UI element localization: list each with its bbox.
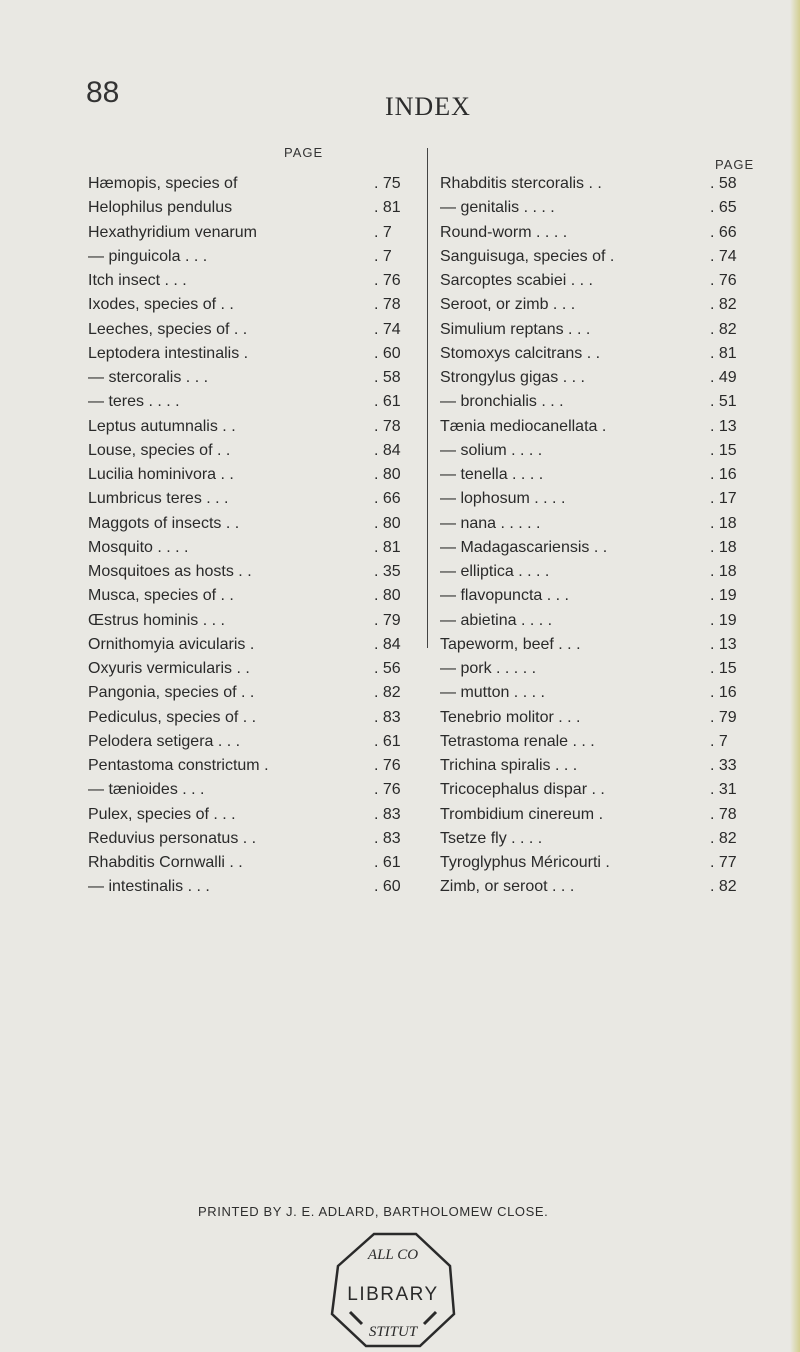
index-page-ref: . 65 xyxy=(710,199,737,217)
index-entry xyxy=(440,318,756,342)
index-entry xyxy=(88,221,418,245)
index-page-ref: . 66 xyxy=(710,223,737,241)
index-page-ref: . 83 xyxy=(374,805,401,823)
index-entry xyxy=(440,536,756,560)
index-entry xyxy=(440,851,756,875)
index-page-ref: . 7 xyxy=(374,247,392,265)
index-entry xyxy=(440,342,756,366)
index-page-ref: . 51 xyxy=(710,393,737,411)
index-term: Leeches, species of . . xyxy=(88,320,248,338)
index-entry xyxy=(440,366,756,390)
index-term: — pinguicola . . . xyxy=(88,247,208,265)
printer-imprint: PRINTED BY J. E. ADLARD, BARTHOLOMEW CLOSE. xyxy=(198,1204,549,1219)
index-term: Trombidium cinereum . xyxy=(440,805,604,823)
index-page-ref: . 61 xyxy=(374,393,401,411)
index-entry xyxy=(440,706,756,730)
index-page-ref: . 60 xyxy=(374,344,401,362)
index-term: Pediculus, species of . . xyxy=(88,708,257,726)
index-term: Seroot, or zimb . . . xyxy=(440,296,576,314)
index-entry xyxy=(88,415,418,439)
index-term: Sarcoptes scabiei . . . xyxy=(440,272,593,290)
index-term: — elliptica . . . . xyxy=(440,563,550,581)
index-entry xyxy=(88,390,418,414)
index-term: Ixodes, species of . . xyxy=(88,296,234,314)
index-term: Reduvius personatus . . xyxy=(88,829,257,847)
column-divider xyxy=(427,148,428,648)
index-page-ref: . 18 xyxy=(710,514,737,532)
index-page-ref: . 16 xyxy=(710,466,737,484)
index-page-ref: . 78 xyxy=(710,805,737,823)
index-term: Round-worm . . . . xyxy=(440,223,568,241)
index-page-ref: . 35 xyxy=(374,563,401,581)
index-page-ref: . 33 xyxy=(710,757,737,775)
index-term: Maggots of insects . . xyxy=(88,514,240,532)
index-term: Hæmopis, species of xyxy=(88,175,238,193)
index-entry xyxy=(88,706,418,730)
index-term: Tricocephalus dispar . . xyxy=(440,781,605,799)
index-entry xyxy=(88,536,418,560)
index-entry xyxy=(440,390,756,414)
index-term: — lophosum . . . . xyxy=(440,490,566,508)
index-entry xyxy=(88,609,418,633)
index-entry xyxy=(440,633,756,657)
index-page-ref: . 84 xyxy=(374,635,401,653)
index-entry xyxy=(88,875,418,899)
stamp-top-text: ALL CO xyxy=(367,1247,419,1263)
index-term: — tenella . . . . xyxy=(440,466,544,484)
index-entry xyxy=(440,657,756,681)
index-page-ref: . 82 xyxy=(710,320,737,338)
index-entry xyxy=(88,633,418,657)
index-entry xyxy=(88,463,418,487)
index-entry xyxy=(440,560,756,584)
index-term: Louse, species of . . xyxy=(88,441,231,459)
index-term: Mosquitoes as hosts . . xyxy=(88,563,252,581)
index-page-ref: . 49 xyxy=(710,369,737,387)
page-edge-shadow xyxy=(790,0,800,1352)
page-title: INDEX xyxy=(385,92,471,121)
stamp-bottom-text: STITUT xyxy=(368,1324,418,1340)
stamp-ornament-left xyxy=(350,1312,362,1324)
index-page-ref: . 76 xyxy=(374,781,401,799)
index-page-ref: . 76 xyxy=(710,272,737,290)
index-page-ref: . 79 xyxy=(710,708,737,726)
index-page-ref: . 78 xyxy=(374,296,401,314)
index-page-ref: . 80 xyxy=(374,587,401,605)
index-entry xyxy=(88,293,418,317)
index-page-ref: . 81 xyxy=(710,344,737,362)
index-page-ref: . 84 xyxy=(374,441,401,459)
index-term: Ornithomyia avicularis . xyxy=(88,635,255,653)
index-entry xyxy=(440,172,756,196)
index-term: — bronchialis . . . xyxy=(440,393,564,411)
index-term: Tænia mediocanellata . xyxy=(440,417,607,435)
index-entries-left xyxy=(88,172,418,900)
index-term: Trichina spiralis . . . xyxy=(440,757,578,775)
index-page-ref: . 16 xyxy=(710,684,737,702)
index-page-ref: . 66 xyxy=(374,490,401,508)
index-term: Tenebrio molitor . . . xyxy=(440,708,581,726)
index-term: — abietina . . . . xyxy=(440,611,553,629)
index-term: Œstrus hominis . . . xyxy=(88,611,225,629)
index-entry xyxy=(88,681,418,705)
index-term: — nana . . . . . xyxy=(440,514,541,532)
index-term: — mutton . . . . xyxy=(440,684,545,702)
index-entry xyxy=(88,827,418,851)
index-term: Tyroglyphus Méricourti . xyxy=(440,854,610,872)
index-page-ref: . 58 xyxy=(374,369,401,387)
index-entry xyxy=(88,439,418,463)
index-entry xyxy=(440,415,756,439)
index-term: Pentastoma constrictum . xyxy=(88,757,269,775)
index-entry xyxy=(440,487,756,511)
index-entry xyxy=(88,657,418,681)
index-entry xyxy=(88,584,418,608)
index-term: Hexathyridium venarum xyxy=(88,223,257,241)
index-entry xyxy=(440,584,756,608)
index-term: Tapeworm, beef . . . xyxy=(440,635,581,653)
index-page-ref: . 82 xyxy=(374,684,401,702)
index-page-ref: . 80 xyxy=(374,514,401,532)
index-term: Musca, species of . . xyxy=(88,587,234,605)
index-entry xyxy=(440,463,756,487)
index-entry xyxy=(440,754,756,778)
index-entry xyxy=(440,681,756,705)
index-term: Stomoxys calcitrans . . xyxy=(440,344,601,362)
page-column-heading-right: PAGE xyxy=(715,157,755,172)
index-entry xyxy=(88,318,418,342)
index-entry xyxy=(88,754,418,778)
index-entry xyxy=(88,730,418,754)
index-page-ref: . 80 xyxy=(374,466,401,484)
index-term: — pork . . . . . xyxy=(440,660,537,678)
index-term: Helophilus pendulus xyxy=(88,199,233,217)
index-page-ref: . 76 xyxy=(374,272,401,290)
index-term: Zimb, or seroot . . . xyxy=(440,878,575,896)
index-page-ref: . 75 xyxy=(374,175,401,193)
stamp-middle-text: LIBRARY xyxy=(347,1284,439,1305)
index-page-ref: . 56 xyxy=(374,660,401,678)
index-entry xyxy=(440,609,756,633)
index-entry xyxy=(88,560,418,584)
stamp-ornament-right xyxy=(424,1312,436,1324)
index-page-ref: . 82 xyxy=(710,878,737,896)
index-term: Itch insect . . . xyxy=(88,272,187,290)
index-page-ref: . 19 xyxy=(710,587,737,605)
index-entry xyxy=(440,730,756,754)
index-entry xyxy=(440,778,756,802)
index-term: — tænioides . . . xyxy=(88,781,205,799)
index-term: Pangonia, species of . . xyxy=(88,684,255,702)
index-page-ref: . 74 xyxy=(710,247,737,265)
index-term: Simulium reptans . . . xyxy=(440,320,591,338)
index-page-ref: . 78 xyxy=(374,417,401,435)
index-term: Oxyuris vermicularis . . xyxy=(88,660,250,678)
index-term: Rhabditis Cornwalli . . xyxy=(88,854,243,872)
index-entry xyxy=(440,512,756,536)
index-entries-right xyxy=(440,172,756,900)
index-page-ref: . 17 xyxy=(710,490,737,508)
index-term: Pelodera setigera . . . xyxy=(88,732,241,750)
index-term: — intestinalis . . . xyxy=(88,878,210,896)
index-entry xyxy=(440,827,756,851)
index-entry xyxy=(440,293,756,317)
index-page-ref: . 61 xyxy=(374,732,401,750)
library-stamp xyxy=(316,1228,470,1350)
index-term: — Madagascariensis . . xyxy=(440,538,608,556)
index-term: Tsetze fly . . . . xyxy=(440,829,543,847)
index-entry xyxy=(440,875,756,899)
index-page-ref: . 18 xyxy=(710,538,737,556)
index-term: — flavopuncta . . . xyxy=(440,587,569,605)
index-entry xyxy=(440,245,756,269)
index-page-ref: . 83 xyxy=(374,708,401,726)
index-entry xyxy=(88,245,418,269)
index-page-ref: . 76 xyxy=(374,757,401,775)
index-entry xyxy=(440,269,756,293)
page-column-heading-left: PAGE xyxy=(284,145,324,160)
index-page-ref: . 83 xyxy=(374,829,401,847)
index-term: Tetrastoma renale . . . xyxy=(440,732,595,750)
index-page-ref: . 60 xyxy=(374,878,401,896)
index-page-ref: . 19 xyxy=(710,611,737,629)
index-entry xyxy=(440,221,756,245)
index-page-ref: . 18 xyxy=(710,563,737,581)
index-page-ref: . 31 xyxy=(710,781,737,799)
index-entry xyxy=(88,487,418,511)
index-entry xyxy=(440,439,756,463)
index-term: Mosquito . . . . xyxy=(88,538,189,556)
index-term: Pulex, species of . . . xyxy=(88,805,236,823)
index-page-ref: . 58 xyxy=(710,175,737,193)
index-term: — teres . . . . xyxy=(88,393,180,411)
index-page-ref: . 13 xyxy=(710,635,737,653)
index-page-ref: . 7 xyxy=(374,223,392,241)
index-term: Lumbricus teres . . . xyxy=(88,490,229,508)
index-page-ref: . 82 xyxy=(710,296,737,314)
index-entry xyxy=(88,366,418,390)
index-entry xyxy=(88,512,418,536)
index-page-ref: . 15 xyxy=(710,441,737,459)
index-term: — solium . . . . xyxy=(440,441,543,459)
index-term: Rhabditis stercoralis . . xyxy=(440,175,602,193)
index-entry xyxy=(88,851,418,875)
index-entry xyxy=(440,803,756,827)
index-term: Strongylus gigas . . . xyxy=(440,369,585,387)
index-entry xyxy=(440,196,756,220)
index-page-ref: . 79 xyxy=(374,611,401,629)
index-page-ref: . 81 xyxy=(374,199,401,217)
index-entry xyxy=(88,172,418,196)
index-term: — stercoralis . . . xyxy=(88,369,209,387)
index-term: Leptodera intestinalis . xyxy=(88,344,249,362)
index-term: — genitalis . . . . xyxy=(440,199,555,217)
index-page-ref: . 61 xyxy=(374,854,401,872)
index-entry xyxy=(88,803,418,827)
index-entry xyxy=(88,778,418,802)
index-entry xyxy=(88,269,418,293)
index-page-ref: . 13 xyxy=(710,417,737,435)
index-page-ref: . 81 xyxy=(374,538,401,556)
page-number: 88 xyxy=(86,76,120,109)
index-page-ref: . 74 xyxy=(374,320,401,338)
index-term: Leptus autumnalis . . xyxy=(88,417,236,435)
index-page-ref: . 7 xyxy=(710,732,728,750)
index-term: Sanguisuga, species of . xyxy=(440,247,615,265)
index-term: Lucilia hominivora . . xyxy=(88,466,234,484)
index-entry xyxy=(88,196,418,220)
index-page-ref: . 82 xyxy=(710,829,737,847)
index-page-ref: . 15 xyxy=(710,660,737,678)
index-entry xyxy=(88,342,418,366)
index-page-ref: . 77 xyxy=(710,854,737,872)
